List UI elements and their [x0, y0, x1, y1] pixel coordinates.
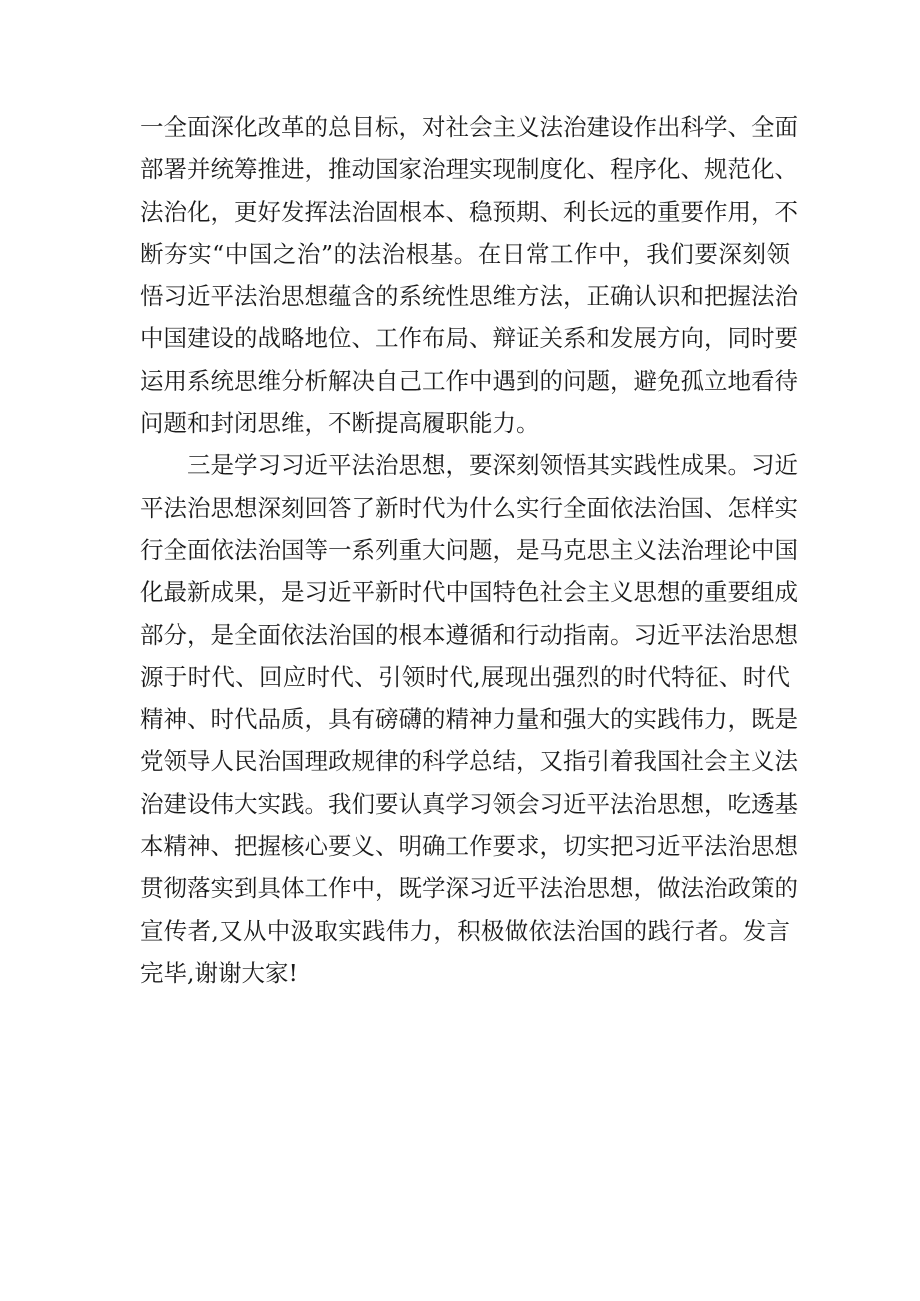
text-line: 运用系统思维分析解决自己工作中遇到的问题，避免孤立地看待: [140, 366, 798, 395]
text-line: 源于时代、回应时代、引领时代,展现出强烈的时代特征、时代: [140, 662, 790, 691]
paragraph-2: [140, 444, 798, 994]
text-line: 问题和封闭思维，不断提高履职能力。: [140, 409, 540, 438]
text-line: 部署并统筹推进，推动国家治理实现制度化、程序化、规范化、: [140, 155, 798, 184]
text-line: 完毕,谢谢大家!: [140, 958, 298, 987]
text-line: 宣传者,又从中汲取实践伟力，积极做依法治国的践行者。发言: [140, 916, 790, 945]
text-line: 三是学习习近平法治思想，要深刻领悟其实践性成果。习近: [187, 451, 798, 480]
text-line: 化最新成果，是习近平新时代中国特色社会主义思想的重要组成: [140, 578, 798, 607]
text-line: 贯彻落实到具体工作中，既学深习近平法治思想，做法治政策的: [140, 874, 798, 903]
text-line: 法治化，更好发挥法治固根本、稳预期、利长远的重要作用，不: [140, 197, 798, 226]
text-line: 部分，是全面依法治国的根本遵循和行动指南。习近平法治思想: [140, 620, 798, 649]
text-line: 治建设伟大实践。我们要认真学习领会习近平法治思想，吃透基: [140, 789, 798, 818]
text-line: 本精神、把握核心要义、明确工作要求，切实把习近平法治思想: [140, 832, 798, 861]
text-line: 精神、时代品质，具有磅礴的精神力量和强大的实践伟力，既是: [140, 705, 798, 734]
document-body: [140, 106, 798, 994]
text-line: 党领导人民治国理政规律的科学总结，又指引着我国社会主义法: [140, 747, 798, 776]
text-line: 断夯实“中国之治”的法治根基。在日常工作中，我们要深刻领: [140, 239, 790, 268]
text-line: 悟习近平法治思想蕴含的系统性思维方法，正确认识和把握法治: [140, 282, 798, 311]
paragraph-1: [140, 106, 798, 444]
text-line: 平法治思想深刻回答了新时代为什么实行全面依法治国、怎样实: [140, 493, 798, 522]
text-line: 行全面依法治国等一系列重大问题，是马克思主义法治理论中国: [140, 535, 798, 564]
text-line: 中国建设的战略地位、工作布局、辩证关系和发展方向，同时要: [140, 324, 798, 353]
text-line: 一全面深化改革的总目标，对社会主义法治建设作出科学、全面: [140, 113, 798, 141]
